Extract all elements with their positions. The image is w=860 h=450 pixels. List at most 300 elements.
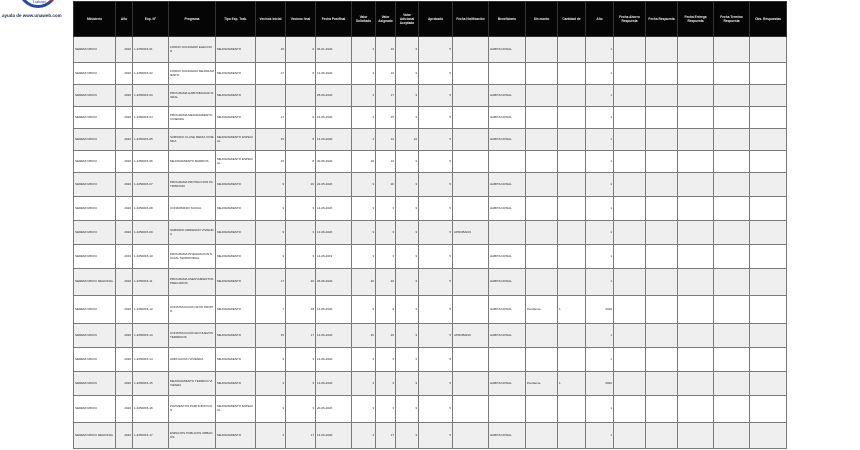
table-cell[interactable]: 9 [376,296,396,324]
table-cell[interactable]: MEJORAMIENTO ESPECIAL [216,129,256,151]
table-cell[interactable]: SEREMI MINVU [74,37,116,63]
table-cell[interactable]: Pendiente [526,372,558,396]
table-cell[interactable]: 3 [256,221,286,245]
table-cell[interactable] [714,396,750,423]
table-cell[interactable]: 17 [376,423,396,449]
table-cell[interactable] [714,85,750,107]
table-cell[interactable]: 3 [396,37,419,63]
table-cell[interactable] [646,173,678,197]
table-cell[interactable]: 20-06-2020 [316,151,352,173]
table-cell[interactable] [614,372,646,396]
table-cell[interactable]: PROGRAMA HABITABILIDAD RURAL [169,85,216,107]
table-cell[interactable]: HABITACIONAL [489,129,526,151]
table-cell[interactable]: SEREMI MINVU [74,151,116,173]
table-cell[interactable] [614,107,646,129]
table-cell[interactable] [489,221,526,245]
table-cell[interactable]: 2020 [586,296,614,324]
column-header[interactable]: Año [586,2,614,37]
column-header[interactable]: Tipo Exp. Trab. [216,2,256,37]
table-cell[interactable]: 1 [586,63,614,85]
table-cell[interactable]: 2020 [116,348,133,372]
table-cell[interactable]: 5 [419,151,453,173]
table-cell[interactable] [526,423,558,449]
table-cell[interactable]: SEREMI MINVU [74,245,116,269]
table-cell[interactable] [526,324,558,348]
column-header[interactable]: Año [116,2,133,37]
table-cell[interactable]: MEJORAMIENTO [216,324,256,348]
table-cell[interactable] [558,221,586,245]
table-cell[interactable]: SEREMI MINVU [74,221,116,245]
table-cell[interactable] [646,85,678,107]
table-cell[interactable] [526,151,558,173]
table-cell[interactable]: 5 [419,129,453,151]
table-cell[interactable]: SEREMI MINVU [74,63,116,85]
table-cell[interactable]: SUBSIDIO CLASE MEDIA VIVIENDA [169,129,216,151]
column-header[interactable]: Aprobado [419,2,453,37]
table-cell[interactable]: 3 [352,107,376,129]
table-cell[interactable] [714,151,750,173]
table-cell[interactable]: 2020 [116,37,133,63]
table-cell[interactable] [714,269,750,296]
table-cell[interactable]: 10 [376,63,396,85]
table-cell[interactable] [286,85,316,107]
table-cell[interactable]: HABITACIONAL [489,423,526,449]
table-cell[interactable] [614,396,646,423]
table-cell[interactable] [489,151,526,173]
table-cell[interactable] [714,324,750,348]
table-cell[interactable]: 3 [286,245,316,269]
table-cell[interactable]: Pendiente [526,296,558,324]
table-cell[interactable]: 3 [376,372,396,396]
table-cell[interactable]: 2020 [116,396,133,423]
table-cell[interactable]: MEJORAMIENTO [216,37,256,63]
table-cell[interactable]: 5 [419,63,453,85]
table-cell[interactable]: PROGRAMA ASENTAMIENTOS PRECARIOS [169,269,216,296]
table-cell[interactable]: HABITACIONAL [489,37,526,63]
table-cell[interactable] [614,173,646,197]
table-cell[interactable]: 25-06-2020 [316,85,352,107]
column-header[interactable]: Sin monto [526,2,558,37]
table-cell[interactable]: 14-06-2019 [316,245,352,269]
table-cell[interactable]: 14-06-2020 [316,197,352,221]
table-cell[interactable]: 1-3250015-13 [133,324,169,348]
table-cell[interactable] [558,85,586,107]
table-cell[interactable] [558,423,586,449]
table-cell[interactable] [678,396,714,423]
table-cell[interactable]: PROGRAMA MEJORAMIENTO VIVIENDA [169,107,216,129]
table-cell[interactable]: SEREMI MINVU [74,85,116,107]
table-cell[interactable]: 3 [256,197,286,221]
table-cell[interactable] [750,129,787,151]
table-cell[interactable] [646,221,678,245]
table-cell[interactable] [750,245,787,269]
table-cell[interactable]: HABITACIONAL [489,85,526,107]
table-cell[interactable] [453,245,489,269]
table-cell[interactable] [526,107,558,129]
table-cell[interactable]: 3 [352,197,376,221]
column-header[interactable]: Fecha Notificación [453,2,489,37]
table-cell[interactable]: 3 [352,173,376,197]
table-cell[interactable]: SEREMI MINVU [74,173,116,197]
table-cell[interactable] [453,423,489,449]
column-header[interactable]: Vecinos inicial [256,2,286,37]
table-cell[interactable]: 5 [419,423,453,449]
table-cell[interactable]: MEJORAMIENTO ESPECIAL [216,151,256,173]
table-cell[interactable]: 1-3250015-16 [133,396,169,423]
column-header[interactable]: Obs. Respuestas [750,2,787,37]
table-cell[interactable]: 3 [352,85,376,107]
table-cell[interactable]: APROBADO [453,324,489,348]
table-cell[interactable] [646,396,678,423]
table-cell[interactable] [750,324,787,348]
table-cell[interactable] [714,348,750,372]
table-cell[interactable]: 5 [419,324,453,348]
table-cell[interactable] [646,269,678,296]
table-cell[interactable] [453,269,489,296]
table-cell[interactable]: 20 [352,324,376,348]
table-cell[interactable] [453,296,489,324]
table-cell[interactable] [646,423,678,449]
table-cell[interactable]: MEJORAMIENTO [216,296,256,324]
table-cell[interactable] [678,63,714,85]
table-cell[interactable]: HABITACIONAL [489,324,526,348]
table-cell[interactable]: 3 [376,221,396,245]
table-cell[interactable] [646,37,678,63]
table-cell[interactable]: 3 [396,197,419,221]
table-cell[interactable] [558,348,586,372]
table-cell[interactable]: 9 [352,296,376,324]
table-cell[interactable] [558,129,586,151]
table-cell[interactable]: 14-06-2020 [316,324,352,348]
table-cell[interactable] [489,396,526,423]
table-cell[interactable] [614,197,646,221]
column-header[interactable]: Programa [169,2,216,37]
table-cell[interactable] [489,348,526,372]
table-cell[interactable] [678,348,714,372]
table-cell[interactable] [646,151,678,173]
table-cell[interactable]: 3 [286,372,316,396]
table-cell[interactable]: 2019 [116,245,133,269]
table-cell[interactable] [714,221,750,245]
table-cell[interactable]: 3 [396,85,419,107]
table-cell[interactable] [453,107,489,129]
table-cell[interactable] [678,245,714,269]
table-cell[interactable]: 1-3250015-14 [133,348,169,372]
table-cell[interactable] [526,269,558,296]
column-header[interactable]: Fecha Termino Respuesta [714,2,750,37]
table-cell[interactable] [646,63,678,85]
table-cell[interactable] [750,423,787,449]
table-cell[interactable] [714,63,750,85]
table-cell[interactable]: 17 [376,85,396,107]
table-cell[interactable]: 12 [376,129,396,151]
table-cell[interactable]: 20 [376,269,396,296]
table-cell[interactable]: 2020 [116,173,133,197]
table-cell[interactable]: 3 [352,63,376,85]
table-cell[interactable]: 2020 [116,296,133,324]
table-cell[interactable]: 14-06-2020 [316,296,352,324]
table-cell[interactable]: 3 [396,107,419,129]
table-cell[interactable] [558,245,586,269]
table-cell[interactable]: 3 [352,221,376,245]
column-header[interactable]: Fecha Entrega Respuesta [678,2,714,37]
table-cell[interactable]: 3 [396,63,419,85]
table-cell[interactable]: 3 [256,245,286,269]
table-cell[interactable]: HABITACIONAL [489,107,526,129]
table-cell[interactable] [714,129,750,151]
table-cell[interactable]: MEJORAMIENTO ESPECIAL [216,396,256,423]
table-cell[interactable] [750,85,787,107]
column-header[interactable]: Ministerio [74,2,116,37]
table-cell[interactable]: APROBADO [453,221,489,245]
table-cell[interactable]: 13-06-2020 [316,423,352,449]
table-cell[interactable]: 3 [352,129,376,151]
table-cell[interactable]: SEREMI MINVU [74,296,116,324]
table-cell[interactable]: 15 [256,324,286,348]
table-cell[interactable]: 1-3250015-07 [133,173,169,197]
table-cell[interactable]: 3 [396,221,419,245]
table-cell[interactable] [453,151,489,173]
table-cell[interactable]: MEJORAMIENTO [216,197,256,221]
table-cell[interactable] [750,296,787,324]
table-cell[interactable] [714,372,750,396]
table-cell[interactable]: 26-06-2020 [316,269,352,296]
table-cell[interactable] [558,107,586,129]
table-cell[interactable]: 1 [586,423,614,449]
table-cell[interactable] [678,173,714,197]
table-cell[interactable]: 3 [352,372,376,396]
table-cell[interactable] [558,324,586,348]
table-cell[interactable]: 1-3250015-03 [133,85,169,107]
table-cell[interactable] [256,85,286,107]
table-cell[interactable]: FONDO SOLIDARIO MEJORAMIENTO [169,63,216,85]
table-cell[interactable]: 1 [586,151,614,173]
table-cell[interactable]: SEREMI MINVU [74,324,116,348]
table-cell[interactable] [558,269,586,296]
table-cell[interactable] [558,63,586,85]
table-cell[interactable]: 1-3250015-17 [133,423,169,449]
table-cell[interactable] [750,372,787,396]
table-cell[interactable]: 1-3250015-05 [133,129,169,151]
table-cell[interactable] [453,396,489,423]
table-cell[interactable]: 2020 [116,151,133,173]
table-cell[interactable]: 1 [586,85,614,107]
table-cell[interactable] [614,423,646,449]
table-cell[interactable]: 20 [376,173,396,197]
table-cell[interactable]: 1 [558,372,586,396]
table-cell[interactable] [614,221,646,245]
column-header[interactable]: Exp. N° [133,2,169,37]
table-cell[interactable]: 9 [286,63,316,85]
table-cell[interactable]: 1-3250015-11 [133,269,169,296]
table-cell[interactable]: AMPLIACION VIVIENDA [169,348,216,372]
table-cell[interactable] [750,37,787,63]
table-cell[interactable]: MEJORAMIENTO TERMICO VIVIENDA [169,372,216,396]
table-cell[interactable] [714,37,750,63]
table-cell[interactable]: 2020 [116,129,133,151]
table-cell[interactable]: 9 [286,37,316,63]
table-cell[interactable]: 9 [286,107,316,129]
table-cell[interactable]: 3 [286,197,316,221]
table-cell[interactable]: 17 [286,324,316,348]
table-cell[interactable]: PAVIMENTOS PARTICIPATIVOS [169,396,216,423]
table-cell[interactable]: 5 [419,372,453,396]
table-cell[interactable]: MEJORAMIENTO BARRIOS [169,151,216,173]
table-cell[interactable] [526,396,558,423]
table-cell[interactable] [714,423,750,449]
table-cell[interactable]: MEJORAMIENTO [216,245,256,269]
table-cell[interactable]: SUBSIDIO ARRIENDO VIVIENDA [169,221,216,245]
column-header[interactable]: Fecha Respuesta [646,2,678,37]
table-cell[interactable]: 13-06-2020 [316,221,352,245]
table-cell[interactable]: 2020 [116,423,133,449]
table-cell[interactable]: MEJORAMIENTO [216,63,256,85]
table-cell[interactable] [453,197,489,221]
table-cell[interactable]: SEREMI MINVU REGIONAL [74,423,116,449]
table-cell[interactable] [646,197,678,221]
table-cell[interactable] [614,348,646,372]
table-cell[interactable] [714,245,750,269]
table-cell[interactable]: 8 [286,151,316,173]
table-cell[interactable]: MEJORAMIENTO [216,107,256,129]
table-cell[interactable]: SEREMI MINVU REGIONAL [74,269,116,296]
table-cell[interactable] [614,296,646,324]
table-cell[interactable] [558,37,586,63]
table-cell[interactable]: 3 [376,348,396,372]
table-cell[interactable] [678,296,714,324]
table-cell[interactable] [714,197,750,221]
table-cell[interactable]: 3 [352,37,376,63]
table-cell[interactable]: 5 [419,173,453,197]
table-cell[interactable]: 1-3250015-04 [133,107,169,129]
table-cell[interactable] [558,197,586,221]
table-cell[interactable]: FONDO SOLIDARIO ELECCION [169,37,216,63]
table-cell[interactable]: 3 [396,348,419,372]
table-cell[interactable]: 5 [419,85,453,107]
table-cell[interactable]: 1 [586,396,614,423]
table-cell[interactable]: 3 [286,348,316,372]
table-cell[interactable]: HABITACIONAL [489,296,526,324]
table-cell[interactable]: 06-01-2020 [316,37,352,63]
table-cell[interactable]: 3 [256,372,286,396]
table-cell[interactable]: 17 [256,269,286,296]
table-cell[interactable]: 1 [586,221,614,245]
table-cell[interactable]: 3 [396,296,419,324]
table-cell[interactable]: HABITACIONAL [489,197,526,221]
table-cell[interactable]: SEREMI MINVU [74,197,116,221]
table-cell[interactable] [678,324,714,348]
table-cell[interactable]: CONSTRUCCION EN NUEVOS TERRENOS [169,324,216,348]
table-cell[interactable]: 15-06-2020 [316,107,352,129]
table-cell[interactable]: 2020 [116,324,133,348]
table-cell[interactable]: PROGRAMA PROTECCION PATRIMONIO [169,173,216,197]
table-cell[interactable]: 5 [419,269,453,296]
table-cell[interactable]: 1-3250015-09 [133,221,169,245]
table-cell[interactable]: 1-3250015-08 [133,197,169,221]
column-header[interactable]: Valor Adicional Aceptado [396,2,419,37]
table-cell[interactable]: 20 [352,151,376,173]
table-cell[interactable]: 3 [396,423,419,449]
table-cell[interactable]: 5 [419,221,453,245]
table-cell[interactable] [558,396,586,423]
table-cell[interactable]: 14-06-2020 [316,129,352,151]
table-cell[interactable]: 1 [586,107,614,129]
table-cell[interactable]: 1 [586,324,614,348]
table-cell[interactable]: 1-3250015-01 [133,37,169,63]
table-cell[interactable]: 3 [256,173,286,197]
table-cell[interactable] [678,129,714,151]
table-cell[interactable]: 3 [376,396,396,423]
table-cell[interactable]: 20 [286,173,316,197]
table-cell[interactable] [750,63,787,85]
table-cell[interactable]: 15 [376,107,396,129]
table-cell[interactable] [714,107,750,129]
table-cell[interactable]: MEJORAMIENTO [216,348,256,372]
table-cell[interactable]: 3 [396,324,419,348]
table-cell[interactable]: 2020 [116,221,133,245]
table-cell[interactable]: MEJORAMIENTO [216,173,256,197]
table-cell[interactable]: 3 [376,245,396,269]
table-cell[interactable] [526,37,558,63]
table-cell[interactable]: 1-3250015-06 [133,151,169,173]
table-cell[interactable]: HABITACIONAL [489,372,526,396]
table-cell[interactable]: 5 [419,107,453,129]
table-cell[interactable]: 2020 [116,269,133,296]
table-cell[interactable]: CONSTRUCCION SITIO PROPIO [169,296,216,324]
table-cell[interactable]: 1 [586,173,614,197]
table-cell[interactable] [678,107,714,129]
table-cell[interactable]: 1 [586,37,614,63]
table-cell[interactable] [646,129,678,151]
table-cell[interactable]: 1 [558,296,586,324]
column-header[interactable]: Cantidad de [558,2,586,37]
table-cell[interactable]: 3 [352,348,376,372]
table-cell[interactable] [453,129,489,151]
table-cell[interactable]: 3 [286,396,316,423]
table-cell[interactable]: 1-3250015-15 [133,372,169,396]
table-cell[interactable] [678,85,714,107]
table-cell[interactable]: 1 [586,197,614,221]
table-cell[interactable]: MEJORAMIENTO [216,269,256,296]
table-cell[interactable]: 2020 [116,85,133,107]
table-cell[interactable]: 2020 [116,107,133,129]
table-cell[interactable]: 3 [396,396,419,423]
table-cell[interactable] [526,85,558,107]
column-header[interactable]: Valor Asignado [376,2,396,37]
table-cell[interactable]: 3 [352,423,376,449]
table-cell[interactable]: 1 [586,348,614,372]
table-cell[interactable] [750,151,787,173]
table-cell[interactable] [614,151,646,173]
table-cell[interactable] [646,348,678,372]
table-cell[interactable]: SEREMI MINVU [74,348,116,372]
table-cell[interactable]: 7 [256,296,286,324]
table-cell[interactable]: 20 [352,269,376,296]
column-header[interactable]: Beneficiario [489,2,526,37]
table-cell[interactable] [558,173,586,197]
table-cell[interactable]: 15 [256,151,286,173]
table-cell[interactable]: HABITACIONAL [489,269,526,296]
column-header[interactable]: Fecha Postfinal [316,2,352,37]
table-cell[interactable]: 10 [396,129,419,151]
table-cell[interactable] [526,129,558,151]
table-cell[interactable]: 5 [419,348,453,372]
table-cell[interactable]: 3 [376,197,396,221]
table-cell[interactable]: 18 [286,296,316,324]
table-cell[interactable] [453,173,489,197]
table-cell[interactable]: 5 [419,296,453,324]
column-header[interactable]: Fecha Ahorro Respuesta [614,2,646,37]
